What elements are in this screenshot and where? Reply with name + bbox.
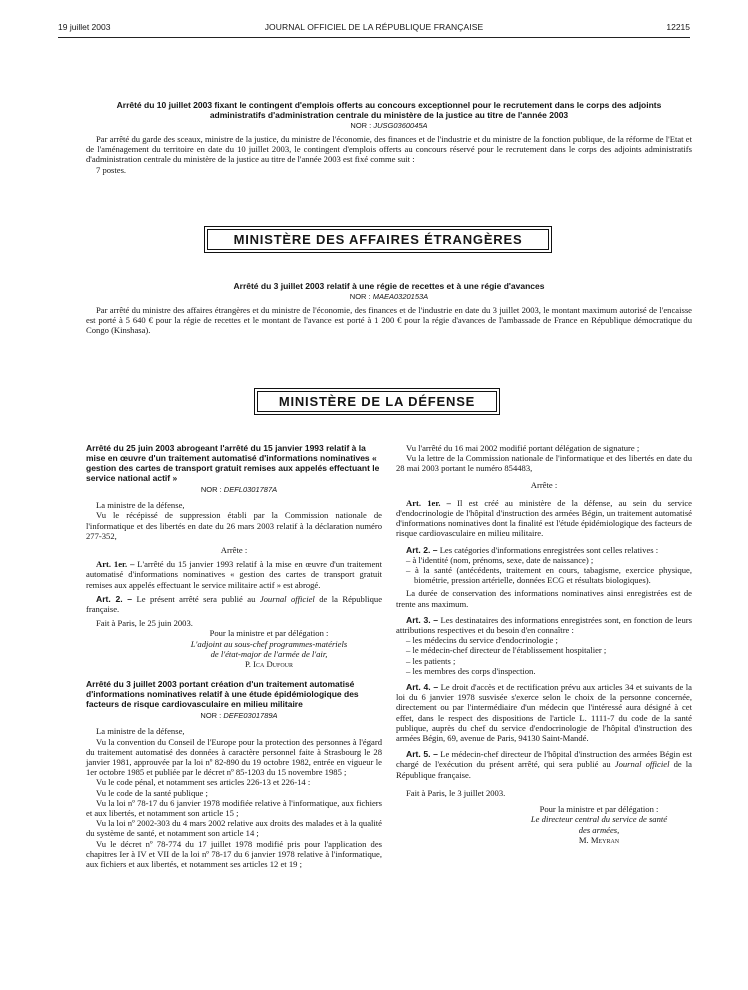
decree-body [86, 134, 692, 175]
signatory-name: P. Ica Dufour [244, 659, 293, 670]
done-at: Fait à Paris, le 25 juin 2003. [96, 618, 193, 629]
decree-nor: NOR : DEFE0301789A [200, 711, 278, 721]
arrete-label: Arrête : [530, 479, 558, 490]
header-rule [58, 37, 690, 38]
ministry-title: MINISTÈRE DES AFFAIRES ÉTRANGÈRES [207, 229, 549, 250]
decree-body [86, 305, 692, 336]
article-2: Art. 2. – Les catégories d'informations enregistrées sont celles relatives : [406, 544, 659, 555]
article-3-list [396, 635, 692, 676]
arrete-label: Arrête : [220, 545, 248, 556]
decree-title: Arrêté du 3 juillet 2003 portant création d'un traitement automatisé d'informations nominatives relatif à une étude épidémiologique des facteurs de risque cardiovasculaire en milieu militaire [86, 679, 359, 710]
paragraph: La durée de conservation des informations nominatives ainsi enregistrées est de trente ans maximum. [396, 588, 692, 609]
article-1: Art. 1er. – Il est créé au ministère de la défense, au sein du service d'endocrinologie de l'hôpital d'instruction des armées Bégin, un traitement automatisé d'informations nominatives dont la finalité est l'étude épidémiologique des facteurs de risque cardiovasculaire en milieu militaire. [396, 497, 692, 539]
header-date: 19 juillet 2003 [58, 22, 111, 32]
paragraph: Vu le décret nº 78-774 du 17 juillet 1978 modifié pris pour l'application des chapitres Ier à IV et VII de la loi nº 78-17 du 6 janvier 1978 relative à l'informatique, aux fichiers et aux libertés, et notamment ses articles 12 et 19 ; [86, 838, 382, 870]
signature-line: Pour la ministre et par délégation : [539, 804, 659, 815]
list-item: – à l'identité (nom, prénoms, sexe, date de naissance) ; [414, 555, 692, 565]
decree-title: Arrêté du 25 juin 2003 abrogeant l'arrêté du 15 janvier 1993 relatif à la mise en œuvre d'un traitement automatisé d'informations nominatives « gestion des cartes de transport gratuit remises aux appelés effectuant le service national actif » [86, 443, 380, 483]
article-1: Art. 1er. – L'arrêté du 15 janvier 1993 relatif à la mise en œuvre d'un traitement automatisé d'informations nominatives « gestion des cartes de transport gratuit remises aux appelés effectuant le service militaire actif » est abrogé. [86, 559, 382, 590]
list-item: – les membres des corps d'inspection. [414, 666, 692, 676]
ministry-title: MINISTÈRE DE LA DÉFENSE [257, 391, 497, 412]
signature-line: des armées, [578, 824, 620, 835]
ministry-heading [254, 388, 500, 415]
decree-title: Arrêté du 3 juillet 2003 relatif à une régie de recettes et à une régie d'avances [233, 281, 545, 291]
signature-line: de l'état-major de l'armée de l'air, [210, 648, 328, 659]
paragraph: La ministre de la défense, [96, 500, 185, 511]
paragraph: Vu l'arrêté du 16 mai 2002 modifié portant délégation de signature ; [406, 443, 640, 453]
list-item: – le médecin-chef directeur de l'établissement hospitalier ; [414, 645, 692, 655]
paragraph: Vu le code pénal, et notamment ses articles 226-13 et 226-14 : [96, 777, 311, 788]
header-journal-title: JOURNAL OFFICIEL DE LA RÉPUBLIQUE FRANÇAISE [264, 22, 484, 32]
decree-nor: NOR : MAEA0320153A [349, 292, 429, 301]
list-item: – les médecins du service d'endocrinologie ; [414, 635, 692, 645]
decree-title: Arrêté du 10 juillet 2003 fixant le contingent d'emplois offerts au concours exceptionnel pour le recrutement dans le corps des adjoints administratifs d'administration centrale du ministère de la justice au titre de l'année 2003 [116, 100, 662, 120]
article-2-list [396, 555, 692, 586]
paragraph: Vu la lettre de la Commission nationale de l'informatique et des libertés en date du 28 mai 2003 portant le numéro 854483, [396, 453, 692, 474]
paragraph: 7 postes. [96, 164, 127, 175]
signatory-name: M. Meyran [578, 834, 620, 845]
left-column [86, 443, 382, 869]
decree-regie [86, 281, 692, 336]
ministry-heading [204, 226, 552, 253]
paragraph: Par arrêté du ministre des affaires étrangères et du ministre de l'économie, des finances et de l'industrie en date du 3 juillet 2003, le montant maximum autorisé de l'encaisse est porté à 5 640 € pour la régie de recettes et le montant de l'avance est porté à 1 200 € pour la régie d'avances de l'ambassade de France en République démocratique du Congo (Kinshasa). [86, 305, 692, 336]
decree-nor: NOR : DEFL0301787A [200, 485, 278, 494]
article-4: Art. 4. – Le droit d'accès et de rectification prévu aux articles 34 et suivants de la loi du 6 janvier 1978 susvisée s'exerce selon le choix de la personne concernée, directement ou par l'intermédiaire d'un médecin que l'intéressé aura désigné à cet effet, dans le respect des dispositions de l'article L. 1111-7 du code de la santé publique, auprès du chef du service d'endocrinologie de l'hôpital d'instruction des armées Bégin, 69, avenue de Paris, 94130 Saint-Mandé. [396, 682, 692, 744]
paragraph: Vu le code de la santé publique ; [96, 787, 208, 798]
decree-justice [86, 100, 692, 175]
list-item: – les patients ; [414, 656, 692, 666]
paragraph: Par arrêté du garde des sceaux, ministre de la justice, du ministre de l'économie, des finances et de l'industrie et du ministre de la fonction publique, de la réforme de l'Etat et de l'aménagement du territoire en date du 10 juillet 2003, le contingent d'emplois offerts au concours réservé pour le recrutement dans le corps des adjoints administratifs d'administration centrale du ministère de la justice au titre de l'année 2003 est fixé comme suit : [86, 134, 692, 165]
decree-nor: NOR : JUSG0360045A [350, 121, 428, 130]
paragraph: Vu la loi nº 78-17 du 6 janvier 1978 modifiée relative à l'informatique, aux fichiers et aux libertés, et notamment son article 15 ; [86, 797, 382, 819]
running-header [58, 22, 690, 34]
signature-line: Pour la ministre et par délégation : [209, 628, 329, 639]
paragraph: Vu la convention du Conseil de l'Europe pour la protection des personnes à l'égard du traitement automatisé des données à caractère personnel faite à Strasbourg le 28 janvier 1981, approuvée par la loi nº 82-890 du 19 octobre 1982, entrée en vigueur le 1er octobre 1985 et publiée par le décret nº 85-1203 du 15 novembre 1985 ; [86, 736, 382, 778]
list-item: – à la santé (antécédents, traitement en cours, tabagisme, exercice physique, biométrie, pression artérielle, données ECG et résultats biologiques). [414, 565, 692, 585]
article-5: Art. 5. – Le médecin-chef directeur de l'hôpital d'instruction des armées Bégin est chargé de l'exécution du présent arrêté, qui sera publié au Journal officiel de la République française. [396, 749, 693, 780]
header-page-number: 12215 [666, 22, 690, 32]
done-at: Fait à Paris, le 3 juillet 2003. [406, 787, 506, 798]
article-2: Art. 2. – Le présent arrêté sera publié au Journal officiel de la République française. [86, 593, 383, 615]
signature-line: Le directeur central du service de santé [530, 814, 668, 825]
paragraph: La ministre de la défense, [96, 726, 185, 737]
article-3: Art. 3. – Les destinataires des informations enregistrées sont, en fonction de leurs attributions respectives et du besoin d'en connaître : [396, 614, 692, 636]
paragraph: Vu la loi nº 2002-303 du 4 mars 2002 relative aux droits des malades et à la qualité du système de santé, et notamment son article 14 ; [86, 818, 382, 839]
signature-line: L'adjoint au sous-chef programmes-matériels [190, 638, 348, 649]
right-column [396, 443, 692, 845]
paragraph: Vu le récépissé de suppression établi par la Commission nationale de l'informatique et des libertés en date du 26 mars 2003 relatif à la déclaration numéro 277-352, [86, 510, 382, 541]
